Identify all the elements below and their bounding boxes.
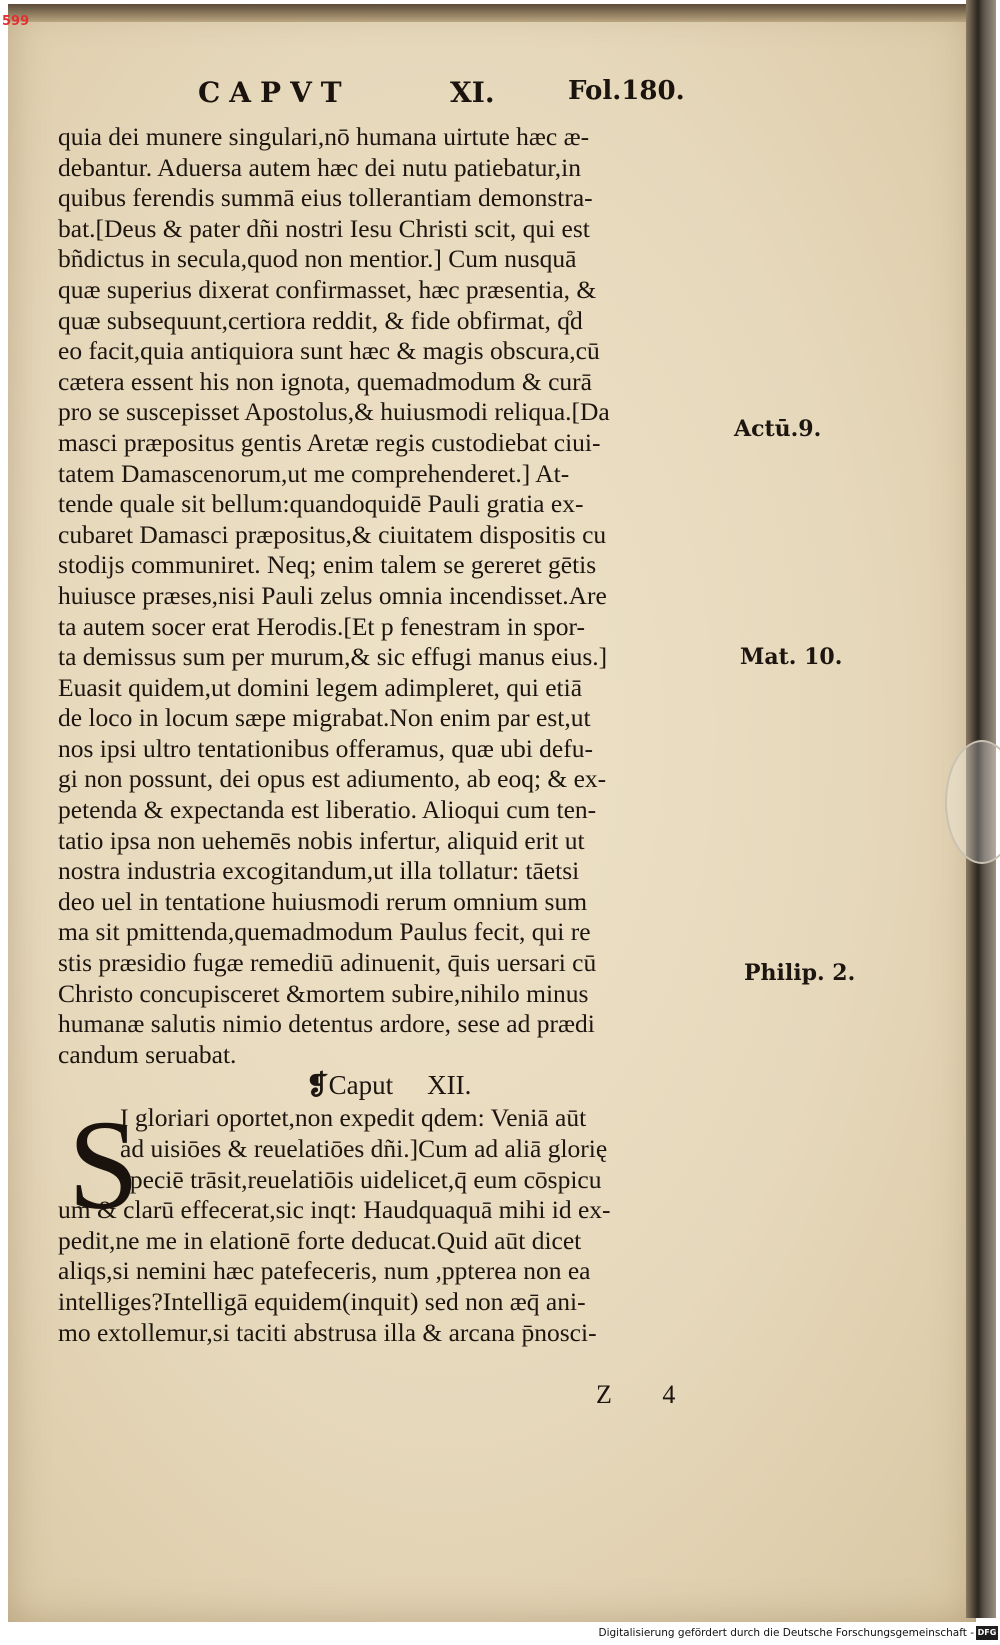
text-line: quia dei munere singulari,nō humana uirtute hæc æ- xyxy=(58,122,590,151)
text-line: Euasit quidem,ut domini legem adimpleret, qui etiā xyxy=(58,672,583,702)
text-line: mo extollemur,si taciti abstrusa illa & arcana p̄nosci- xyxy=(58,1317,597,1347)
text-line: pedit,ne me in elationē forte deducat.Quid aūt dicet xyxy=(58,1225,582,1255)
footer-bar xyxy=(0,1624,1000,1645)
text-line: aliqs,si nemini hæc patefeceris, num ,ppterea non ea xyxy=(58,1256,591,1286)
text-line: cætera essent his non ignota, quemadmodum & curā xyxy=(58,366,592,396)
text-line: speciē trāsit,reuelatiōis uidelicet,q̄ eum cōspicu xyxy=(120,1164,602,1194)
text-line: huiusce præses,nisi Pauli zelus omnia incendisset.Are xyxy=(58,580,607,610)
text-line: nos ipsi ultro tentationibus offeramus, quæ ubi defu- xyxy=(58,733,593,763)
dfg-logo: DFG xyxy=(976,1626,998,1640)
text-line: ma sit pmittenda,quemadmodum Paulus fecit, qui re xyxy=(58,917,591,947)
running-head-folio: Fol.180. xyxy=(568,76,685,106)
paragraph-1 xyxy=(58,122,748,1070)
text-line: deo uel in tentatione huiusmodi rerum omnium sum xyxy=(58,886,588,916)
text-line: masci præpositus gentis Aretæ regis custodiebat ciui- xyxy=(58,427,601,457)
paragraph-2 xyxy=(58,1094,748,1348)
text-line: cubaret Damasci præpositus,& ciuitatem dispositis cu xyxy=(58,519,607,549)
running-head-chapter-number: XI. xyxy=(450,76,495,109)
paper-page xyxy=(8,4,976,1622)
chapter-heading-label: Caput xyxy=(328,1070,394,1101)
page-top-edge xyxy=(8,4,974,22)
footer-credit-text: Digitalisierung gefördert durch die Deutsche Forschungsgemeinschaft - xyxy=(598,1627,974,1639)
margin-note-acts: Actū.9. xyxy=(734,416,822,442)
text-line: ta autem socer erat Herodis.[Et p fenestram in spor- xyxy=(58,611,585,641)
text-line: bñdictus in secula,quod non mentior.] Cum nusquā xyxy=(58,244,577,274)
text-line: debantur. Aduersa autem hæc dei nutu patiebatur,in xyxy=(58,152,581,182)
text-line: gi non possunt, dei opus est adiumento, ab eoq; & ex- xyxy=(58,764,607,794)
paragraph-mark-icon: ❡ xyxy=(306,1070,329,1101)
text-line: tatem Damascenorum,ut me comprehenderet.] At- xyxy=(58,458,570,488)
catchword-signature: Z 4 xyxy=(596,1380,698,1409)
drop-cap-initial: S xyxy=(68,1094,140,1237)
margin-note-philippians: Philip. 2. xyxy=(744,960,856,986)
running-head-caput: CAPVT xyxy=(198,76,351,109)
main-text-block xyxy=(58,122,748,1348)
chapter-heading xyxy=(58,1070,748,1103)
text-line: quæ subsequunt,certiora reddit, & fide obfirmat, q̊d xyxy=(58,305,583,335)
margin-note-matthew: Mat. 10. xyxy=(740,644,843,670)
text-line: candum seruabat. xyxy=(58,1039,237,1069)
text-line: pro se suscepisset Apostolus,& huiusmodi reliqua.[Da xyxy=(58,397,610,427)
text-line: Christo concupisceret &mortem subire,nihilo minus xyxy=(58,978,589,1008)
text-line: petenda & expectanda est liberatio. Alioqui cum ten- xyxy=(58,795,597,825)
text-line: de loco in locum sæpe migrabat.Non enim par est,ut xyxy=(58,703,591,733)
text-line: stodijs communiret. Neq; enim talem se gereret gētis xyxy=(58,550,597,580)
text-line: nostra industria excogitandum,ut illa tollatur: tāetsi xyxy=(58,856,580,886)
text-line: tende quale sit bellum:quandoquidē Pauli gratia ex- xyxy=(58,489,584,519)
text-line: stis præsidio fugæ remediū adinuenit, q̄uis uersari cū xyxy=(58,948,597,978)
chapter-heading-number: XII. xyxy=(427,1070,472,1101)
text-line: tatio ipsa non uehemēs nobis infertur, aliquid erit ut xyxy=(58,825,585,855)
text-line: I gloriari oportet,non expedit qdem: Veniā aūt xyxy=(120,1103,587,1133)
text-line: bat.[Deus & pater dñi nostri Iesu Christi scit, qui est xyxy=(58,213,590,243)
text-line: quibus ferendis summā eius tollerantiam demonstra- xyxy=(58,183,593,213)
text-line: quæ superius dixerat confirmasset, hæc præsentia, & xyxy=(58,274,597,304)
text-line: intelliges?Intelligā equidem(inquit) sed non æq̄ ani- xyxy=(58,1286,586,1316)
corner-page-mark: 599 xyxy=(2,14,30,29)
text-line: eo facit,quia antiquiora sunt hæc & magis obscura,cū xyxy=(58,336,600,366)
text-line: humanæ salutis nimio detentus ardore, sese ad prædi xyxy=(58,1009,595,1039)
running-head xyxy=(8,76,974,116)
text-line: um & clarū effecerat,sic inqt: Haudquaquā mihi id ex- xyxy=(58,1195,611,1225)
text-line: ad uisiōes & reuelatiōes dñi.]Cum ad aliā glorię xyxy=(120,1134,608,1163)
text-line: ta demissus sum per murum,& sic effugi manus eius.] xyxy=(58,642,608,672)
